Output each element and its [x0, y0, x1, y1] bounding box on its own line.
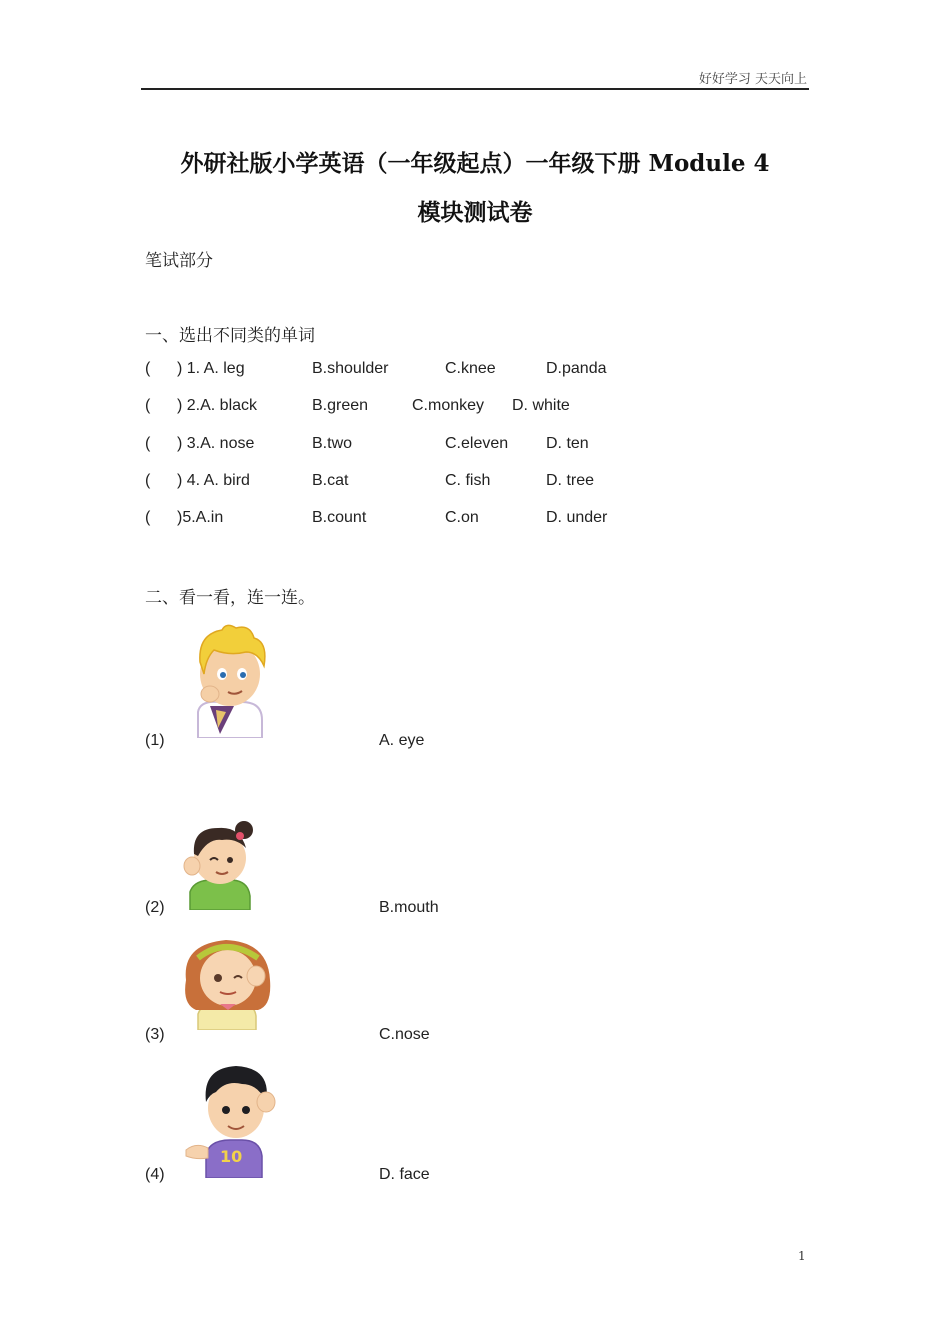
option-c: C.on	[445, 509, 479, 526]
svg-text:10: 10	[220, 1147, 243, 1166]
option-a: ) 4. A. bird	[177, 472, 250, 489]
option-d: D.panda	[546, 360, 607, 377]
option-c: C.knee	[445, 360, 496, 377]
title-line-1: 外研社版小学英语（一年级起点）一年级下册 Module 4	[180, 150, 770, 177]
question-row-5	[145, 509, 745, 533]
option-b: B.green	[312, 397, 369, 414]
option-d: D. under	[546, 509, 608, 526]
answer-blank[interactable]: (	[145, 509, 151, 526]
option-b: B.count	[312, 509, 367, 526]
answer-blank[interactable]: (	[145, 435, 151, 452]
option-c: C.eleven	[445, 435, 509, 452]
match-answer-d[interactable]: D. face	[379, 1166, 430, 1183]
match-number-4: (4)	[145, 1166, 165, 1183]
section1-heading: 一、选出不同类的单词	[145, 326, 315, 346]
question-row-3	[145, 435, 745, 459]
option-a: ) 3.A. nose	[177, 435, 255, 452]
boy-touching-chin-picture	[180, 622, 276, 738]
option-b: B.two	[312, 435, 353, 452]
answer-blank[interactable]: (	[145, 360, 151, 377]
girl-touching-eye-picture	[178, 816, 260, 910]
answer-blank[interactable]: (	[145, 397, 151, 414]
page-number: 1	[798, 1249, 806, 1263]
match-answer-b[interactable]: B.mouth	[379, 899, 439, 916]
option-d: D. ten	[546, 435, 589, 452]
option-c: C.monkey	[412, 397, 485, 414]
match-number-1: (1)	[145, 732, 165, 749]
subtitle: 笔试部分	[145, 251, 213, 271]
option-a: ) 1. A. leg	[177, 360, 245, 377]
option-d: D. white	[512, 397, 570, 414]
header-motto: 好好学习 天天向上	[698, 72, 807, 87]
option-c: C. fish	[445, 472, 491, 489]
match-number-2: (2)	[145, 899, 165, 916]
header-rule	[141, 88, 809, 90]
option-a: ) 2.A. black	[177, 397, 258, 414]
match-number-3: (3)	[145, 1026, 165, 1043]
match-answer-c[interactable]: C.nose	[379, 1026, 430, 1043]
boy-touching-ear-picture	[180, 1062, 284, 1178]
question-row-2	[145, 397, 745, 421]
option-a: )5.A.in	[177, 509, 224, 526]
title-line-2: 模块测试卷	[417, 199, 533, 226]
question-row-4	[145, 472, 745, 496]
question-row-1	[145, 360, 745, 384]
option-d: D. tree	[546, 472, 595, 489]
section2-heading: 二、看一看，连一连。	[145, 588, 315, 608]
girl-touching-face-picture	[176, 930, 278, 1030]
match-answer-a[interactable]: A. eye	[379, 732, 425, 749]
answer-blank[interactable]: (	[145, 472, 151, 489]
option-b: B.shoulder	[312, 360, 389, 377]
option-b: B.cat	[312, 472, 349, 489]
